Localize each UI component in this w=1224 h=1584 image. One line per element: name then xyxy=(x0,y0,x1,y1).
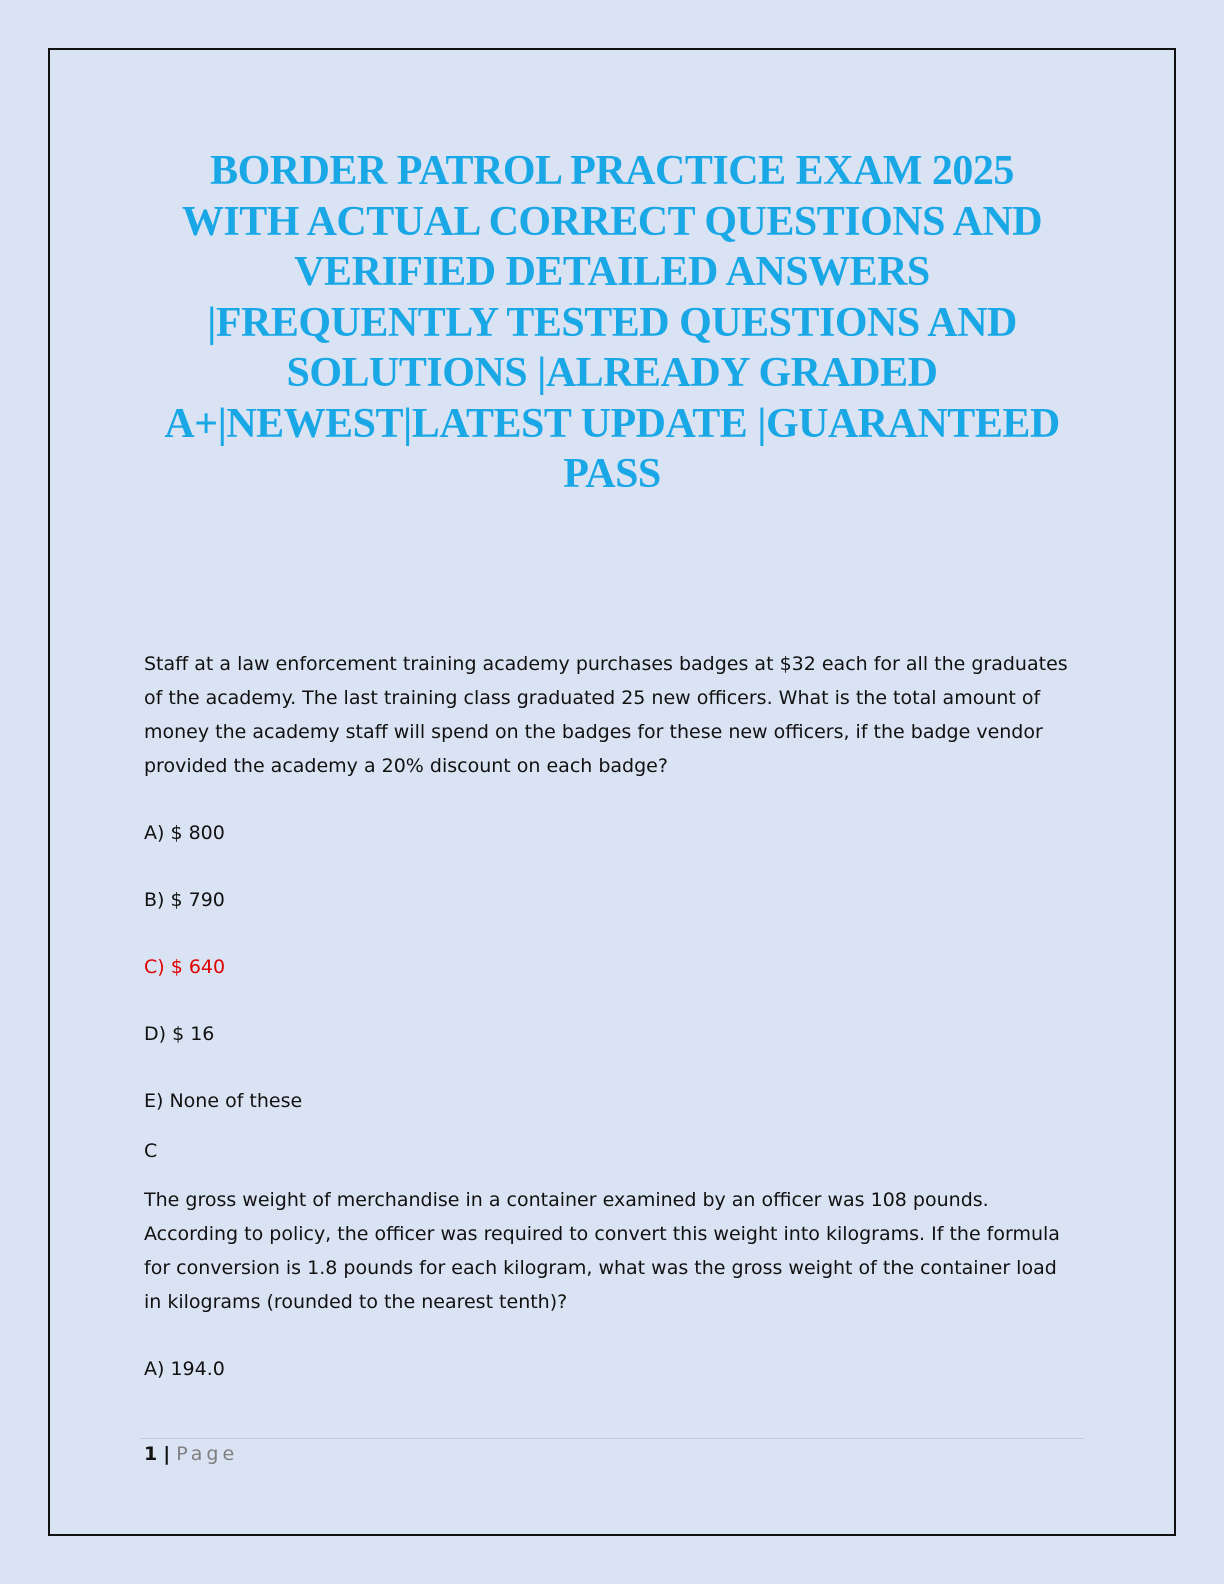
title-line: PASS xyxy=(563,451,661,497)
question-line: The gross weight of merchandise in a container examined by an officer was 108 pounds. xyxy=(144,1189,989,1211)
question-1-option-b: B) $ 790 xyxy=(144,889,225,911)
question-line: According to policy, the officer was required to convert this weight into kilograms. If the formula xyxy=(144,1223,1060,1245)
title-line: |FREQUENTLY TESTED QUESTIONS AND xyxy=(207,299,1017,346)
question-1-option-a: A) $ 800 xyxy=(144,822,225,844)
title-line: A+|NEWEST|LATEST UPDATE |GUARANTEED xyxy=(164,400,1060,447)
question-line: provided the academy a 20% discount on each badge? xyxy=(144,755,668,777)
footer-divider xyxy=(140,1438,1084,1439)
title-line: VERIFIED DETAILED ANSWERS xyxy=(294,249,930,295)
question-line: money the academy staff will spend on the badges for these new officers, if the badge vendor xyxy=(144,721,1043,743)
question-line: Staff at a law enforcement training academy purchases badges at $32 each for all the graduates xyxy=(144,653,1068,675)
question-line: in kilograms (rounded to the nearest tenth)? xyxy=(144,1291,568,1313)
document-title xyxy=(120,146,1104,500)
question-1-option-c-correct: C) $ 640 xyxy=(144,956,226,978)
question-2-text xyxy=(144,1183,1084,1319)
page-number: 1 xyxy=(144,1443,158,1465)
question-1-text xyxy=(144,647,1084,783)
page-label: Page xyxy=(176,1443,239,1465)
title-line: BORDER PATROL PRACTICE EXAM 2025 xyxy=(210,148,1014,194)
question-line: for conversion is 1.8 pounds for each kilogram, what was the gross weight of the container load xyxy=(144,1257,1057,1279)
title-line: WITH ACTUAL CORRECT QUESTIONS AND xyxy=(181,198,1043,245)
question-1-answer: C xyxy=(144,1140,158,1162)
question-1-option-d: D) $ 16 xyxy=(144,1023,215,1045)
page-footer xyxy=(144,1441,238,1467)
title-line: SOLUTIONS |ALREADY GRADED xyxy=(286,350,938,396)
question-line: of the academy. The last training class graduated 25 new officers. What is the total amount of xyxy=(144,687,1041,709)
question-1-option-e: E) None of these xyxy=(144,1090,303,1112)
footer-separator: | xyxy=(163,1443,171,1465)
question-2-option-a: A) 194.0 xyxy=(144,1358,225,1380)
